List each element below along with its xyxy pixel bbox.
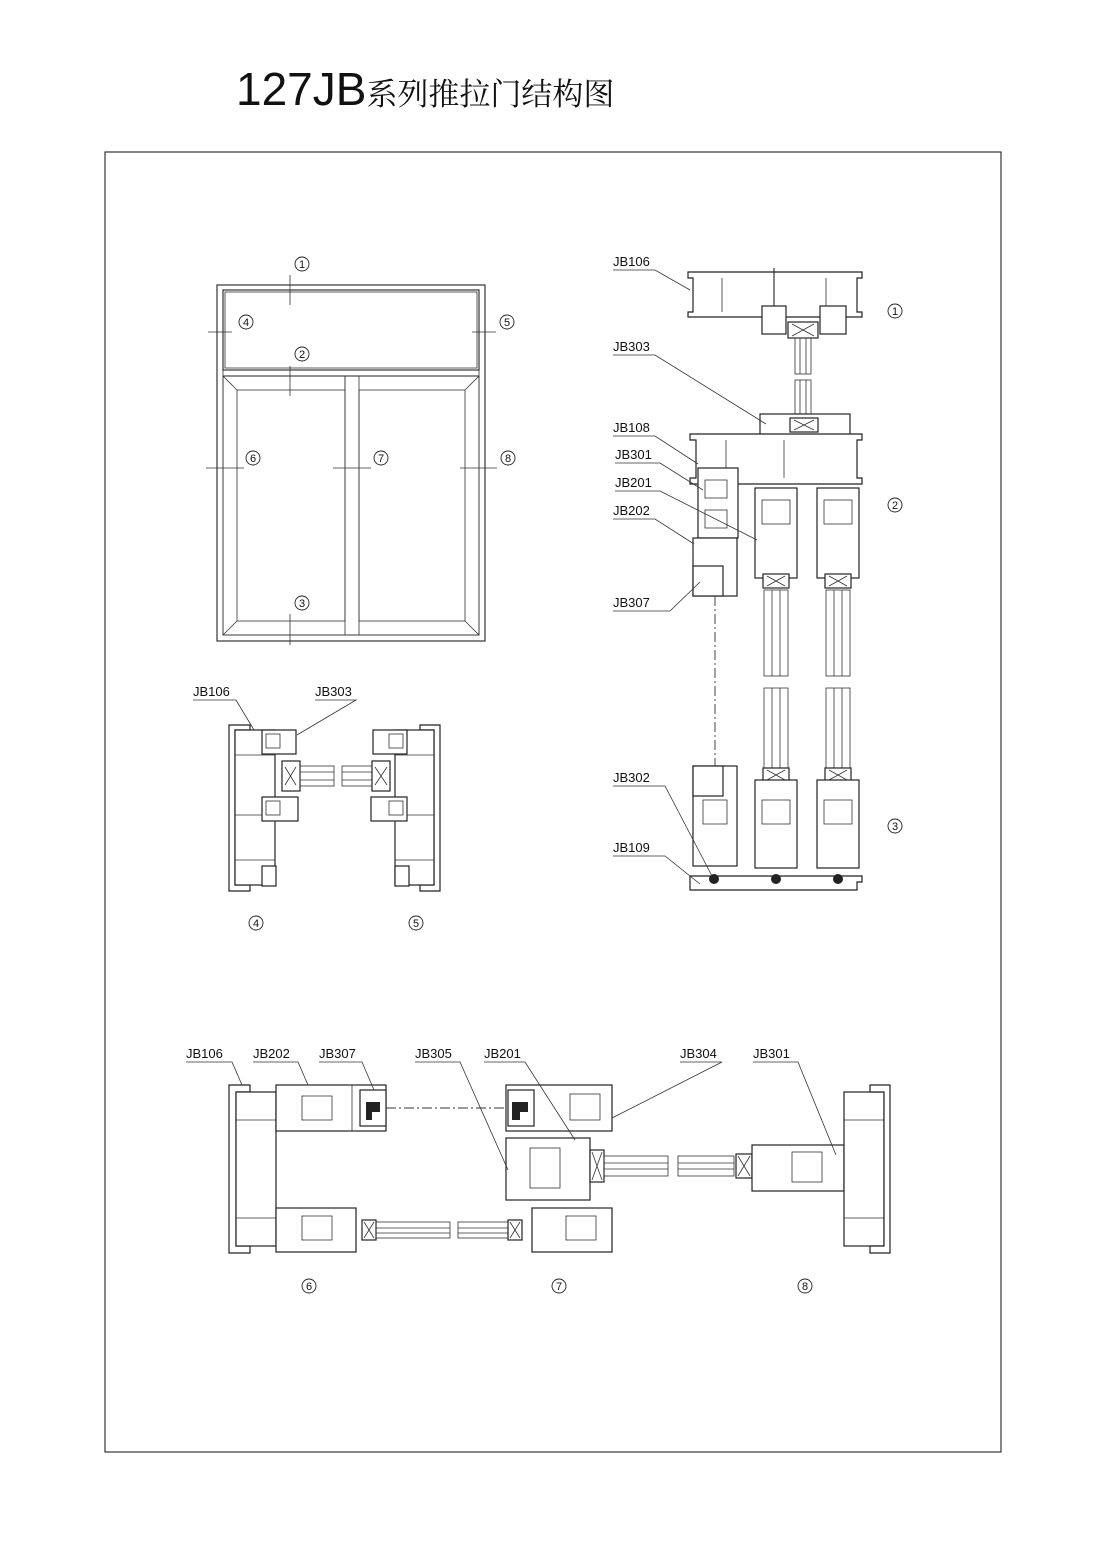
svg-text:5: 5 [412, 918, 420, 930]
marker-1 [295, 257, 309, 271]
svg-text:5: 5 [503, 317, 511, 329]
marker-6 [246, 451, 260, 465]
label-jb303: JB303 [613, 339, 650, 354]
svg-text:3: 3 [298, 598, 306, 610]
marker-2-side [888, 498, 902, 512]
label-jb302: JB302 [613, 770, 650, 785]
svg-text:7: 7 [555, 1281, 563, 1293]
title-text: 系列推拉门结构图 [366, 77, 615, 113]
label-6-jb106: JB106 [186, 1046, 223, 1061]
svg-text:3: 3 [891, 821, 899, 833]
marker-8-bottom [798, 1279, 812, 1293]
label-jb108: JB108 [613, 420, 650, 435]
marker-7-bottom [552, 1279, 566, 1293]
svg-text:7: 7 [377, 453, 385, 465]
label-6-jb307: JB307 [319, 1046, 356, 1061]
svg-text:4: 4 [252, 918, 260, 930]
svg-text:8: 8 [504, 453, 512, 465]
marker-4 [239, 315, 253, 329]
marker-4-bottom [249, 916, 263, 930]
label-4-jb106: JB106 [193, 684, 230, 699]
label-jb202: JB202 [613, 503, 650, 518]
svg-text:1: 1 [298, 259, 306, 271]
marker-1-side [888, 304, 902, 318]
svg-text:8: 8 [801, 1281, 809, 1293]
svg-text:6: 6 [249, 453, 257, 465]
marker-8 [501, 451, 515, 465]
label-7-jb304: JB304 [680, 1046, 717, 1061]
svg-text:6: 6 [305, 1281, 313, 1293]
label-jb301: JB301 [615, 447, 652, 462]
svg-text:2: 2 [298, 349, 306, 361]
marker-3 [295, 596, 309, 610]
svg-text:1: 1 [891, 306, 899, 318]
marker-5 [500, 315, 514, 329]
label-8-jb301: JB301 [753, 1046, 790, 1061]
title-code: 127JB [236, 63, 367, 115]
marker-2 [295, 347, 309, 361]
marker-3-side [888, 819, 902, 833]
section-6-7-8 [186, 1062, 890, 1253]
marker-5-bottom [409, 916, 423, 930]
label-jb307: JB307 [613, 595, 650, 610]
marker-7 [374, 451, 388, 465]
label-4-jb303: JB303 [315, 684, 352, 699]
marker-6-bottom [302, 1279, 316, 1293]
label-jb201: JB201 [615, 475, 652, 490]
section-4-5 [193, 700, 440, 891]
svg-text:2: 2 [891, 500, 899, 512]
label-jb106: JB106 [613, 254, 650, 269]
section-1-2-3 [613, 268, 862, 890]
label-7-jb305: JB305 [415, 1046, 452, 1061]
label-jb109: JB109 [613, 840, 650, 855]
label-6-jb202: JB202 [253, 1046, 290, 1061]
svg-text:4: 4 [242, 317, 250, 329]
label-7-jb201: JB201 [484, 1046, 521, 1061]
